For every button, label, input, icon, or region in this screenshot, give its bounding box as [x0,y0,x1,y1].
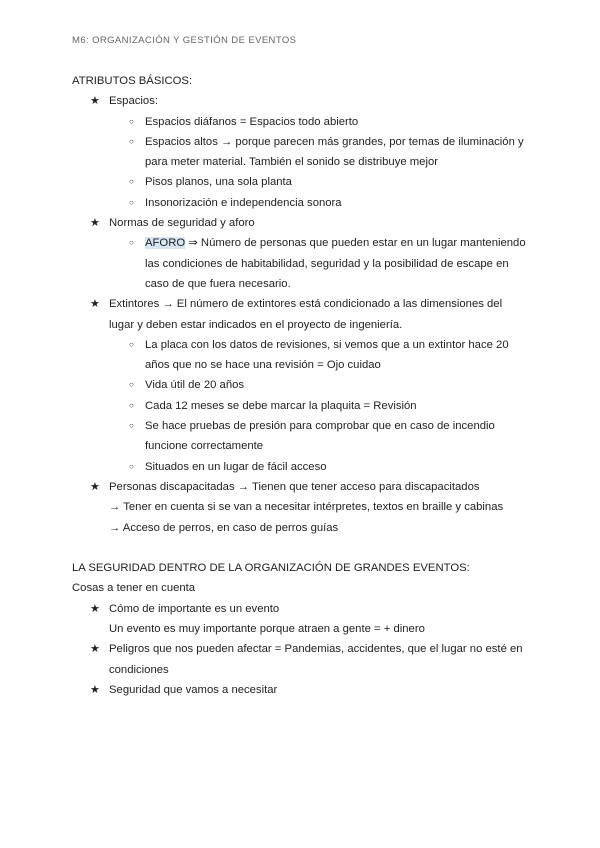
list-item-peligros [72,639,528,680]
list-item-espacios [72,91,528,111]
continuation-text: Un evento es muy importante porque atraen a gente = + dinero [109,623,425,636]
circle-bullet-icon: ○ [129,177,134,187]
section-title-atributos: ATRIBUTOS BÁSICOS: [72,75,193,87]
sub-item [72,132,528,173]
sub-item [72,457,528,477]
page-header: M6: ORGANIZACIÓN Y GESTIÓN DE EVENTOS [72,35,297,46]
highlighted-term: AFORO [145,237,186,250]
star-bullet-icon: ★ [90,95,100,108]
star-bullet-icon: ★ [90,643,100,656]
sub-item [72,416,528,457]
list-item-personas [72,477,528,497]
sub-item-label: Insonorización e independencia sonora [145,196,342,209]
sub-item-label: Situados en un lugar de fácil acceso [145,460,327,473]
list-item-label: Espacios: [109,95,158,108]
sub-item-label: Espacios altos → porque parecen más grandes, por temas de iluminación y para meter material. También el sonido se distribuye mejor [145,135,524,169]
list-item-continuation [72,619,528,639]
sub-item [72,396,528,416]
continuation-text: → Acceso de perros, en caso de perros guías [109,521,339,534]
circle-bullet-icon: ○ [129,380,134,390]
sub-item-aforo [72,233,528,294]
sub-item-label [145,237,526,290]
sub-item [72,112,528,132]
star-bullet-icon: ★ [90,298,100,311]
sub-item-label: Espacios diáfanos = Espacios todo abierto [145,115,359,128]
sub-item-label: Pisos planos, una sola planta [145,176,292,189]
star-bullet-icon: ★ [90,602,100,615]
continuation-text: → Tener en cuenta si se van a necesitar intérpretes, textos en braille y cabinas [109,501,504,514]
star-bullet-icon: ★ [90,217,100,230]
list-item-label: Peligros que nos pueden afectar = Pandemias, accidentes, que el lugar no esté en condiciones [109,643,523,676]
list-item-continuation [72,518,528,538]
sub-item-label: Cada 12 meses se debe marcar la plaquita = Revisión [145,399,417,412]
circle-bullet-icon: ○ [129,136,134,146]
circle-bullet-icon: ○ [129,116,134,126]
sub-item [72,375,528,395]
list-item-normas [72,213,528,233]
list-item-label: Normas de seguridad y aforo [109,217,255,230]
circle-bullet-icon: ○ [129,197,134,207]
list-item-label: Personas discapacitadas → Tienen que tener acceso para discapacitados [109,480,480,493]
list-item-label: Extintores → El número de extintores está condicionado a las dimensiones del lugar y deben estar indicados en el proyecto de ingeniería. [109,298,503,331]
aforo-definition: ⇒ Número de personas que pueden estar en un lugar manteniendo las condiciones de habitabilidad, seguridad y la posibilidad de escape en caso de que fuera necesario. [145,237,526,290]
star-bullet-icon: ★ [90,480,100,493]
document-body [72,71,528,700]
list-item-importante [72,599,528,619]
sub-item [72,335,528,376]
circle-bullet-icon: ○ [129,238,134,248]
list-item-seguridad [72,680,528,700]
section-subtitle: Cosas a tener en cuenta [72,582,196,595]
star-bullet-icon: ★ [90,683,100,696]
circle-bullet-icon: ○ [129,339,134,349]
circle-bullet-icon: ○ [129,400,134,410]
section-title-seguridad: LA SEGURIDAD DENTRO DE LA ORGANIZACIÓN DE GRANDES EVENTOS: [72,562,470,575]
sub-item-label: Vida útil de 20 años [145,379,245,392]
sub-item [72,172,528,192]
list-item-extintores [72,294,528,335]
list-item-label: Seguridad que vamos a necesitar [109,683,278,696]
sub-item-label: Se hace pruebas de presión para comprobar que en caso de incendio funcione correctamente [145,420,495,453]
circle-bullet-icon: ○ [129,421,134,431]
list-item-label: Cómo de importante es un evento [109,602,280,615]
sub-item-label: La placa con los datos de revisiones, si vemos que a un extintor hace 20 años que no se hace una revisión = Ojo cuidao [145,338,509,372]
circle-bullet-icon: ○ [129,461,134,471]
list-item-continuation [72,497,528,517]
sub-item [72,193,528,213]
